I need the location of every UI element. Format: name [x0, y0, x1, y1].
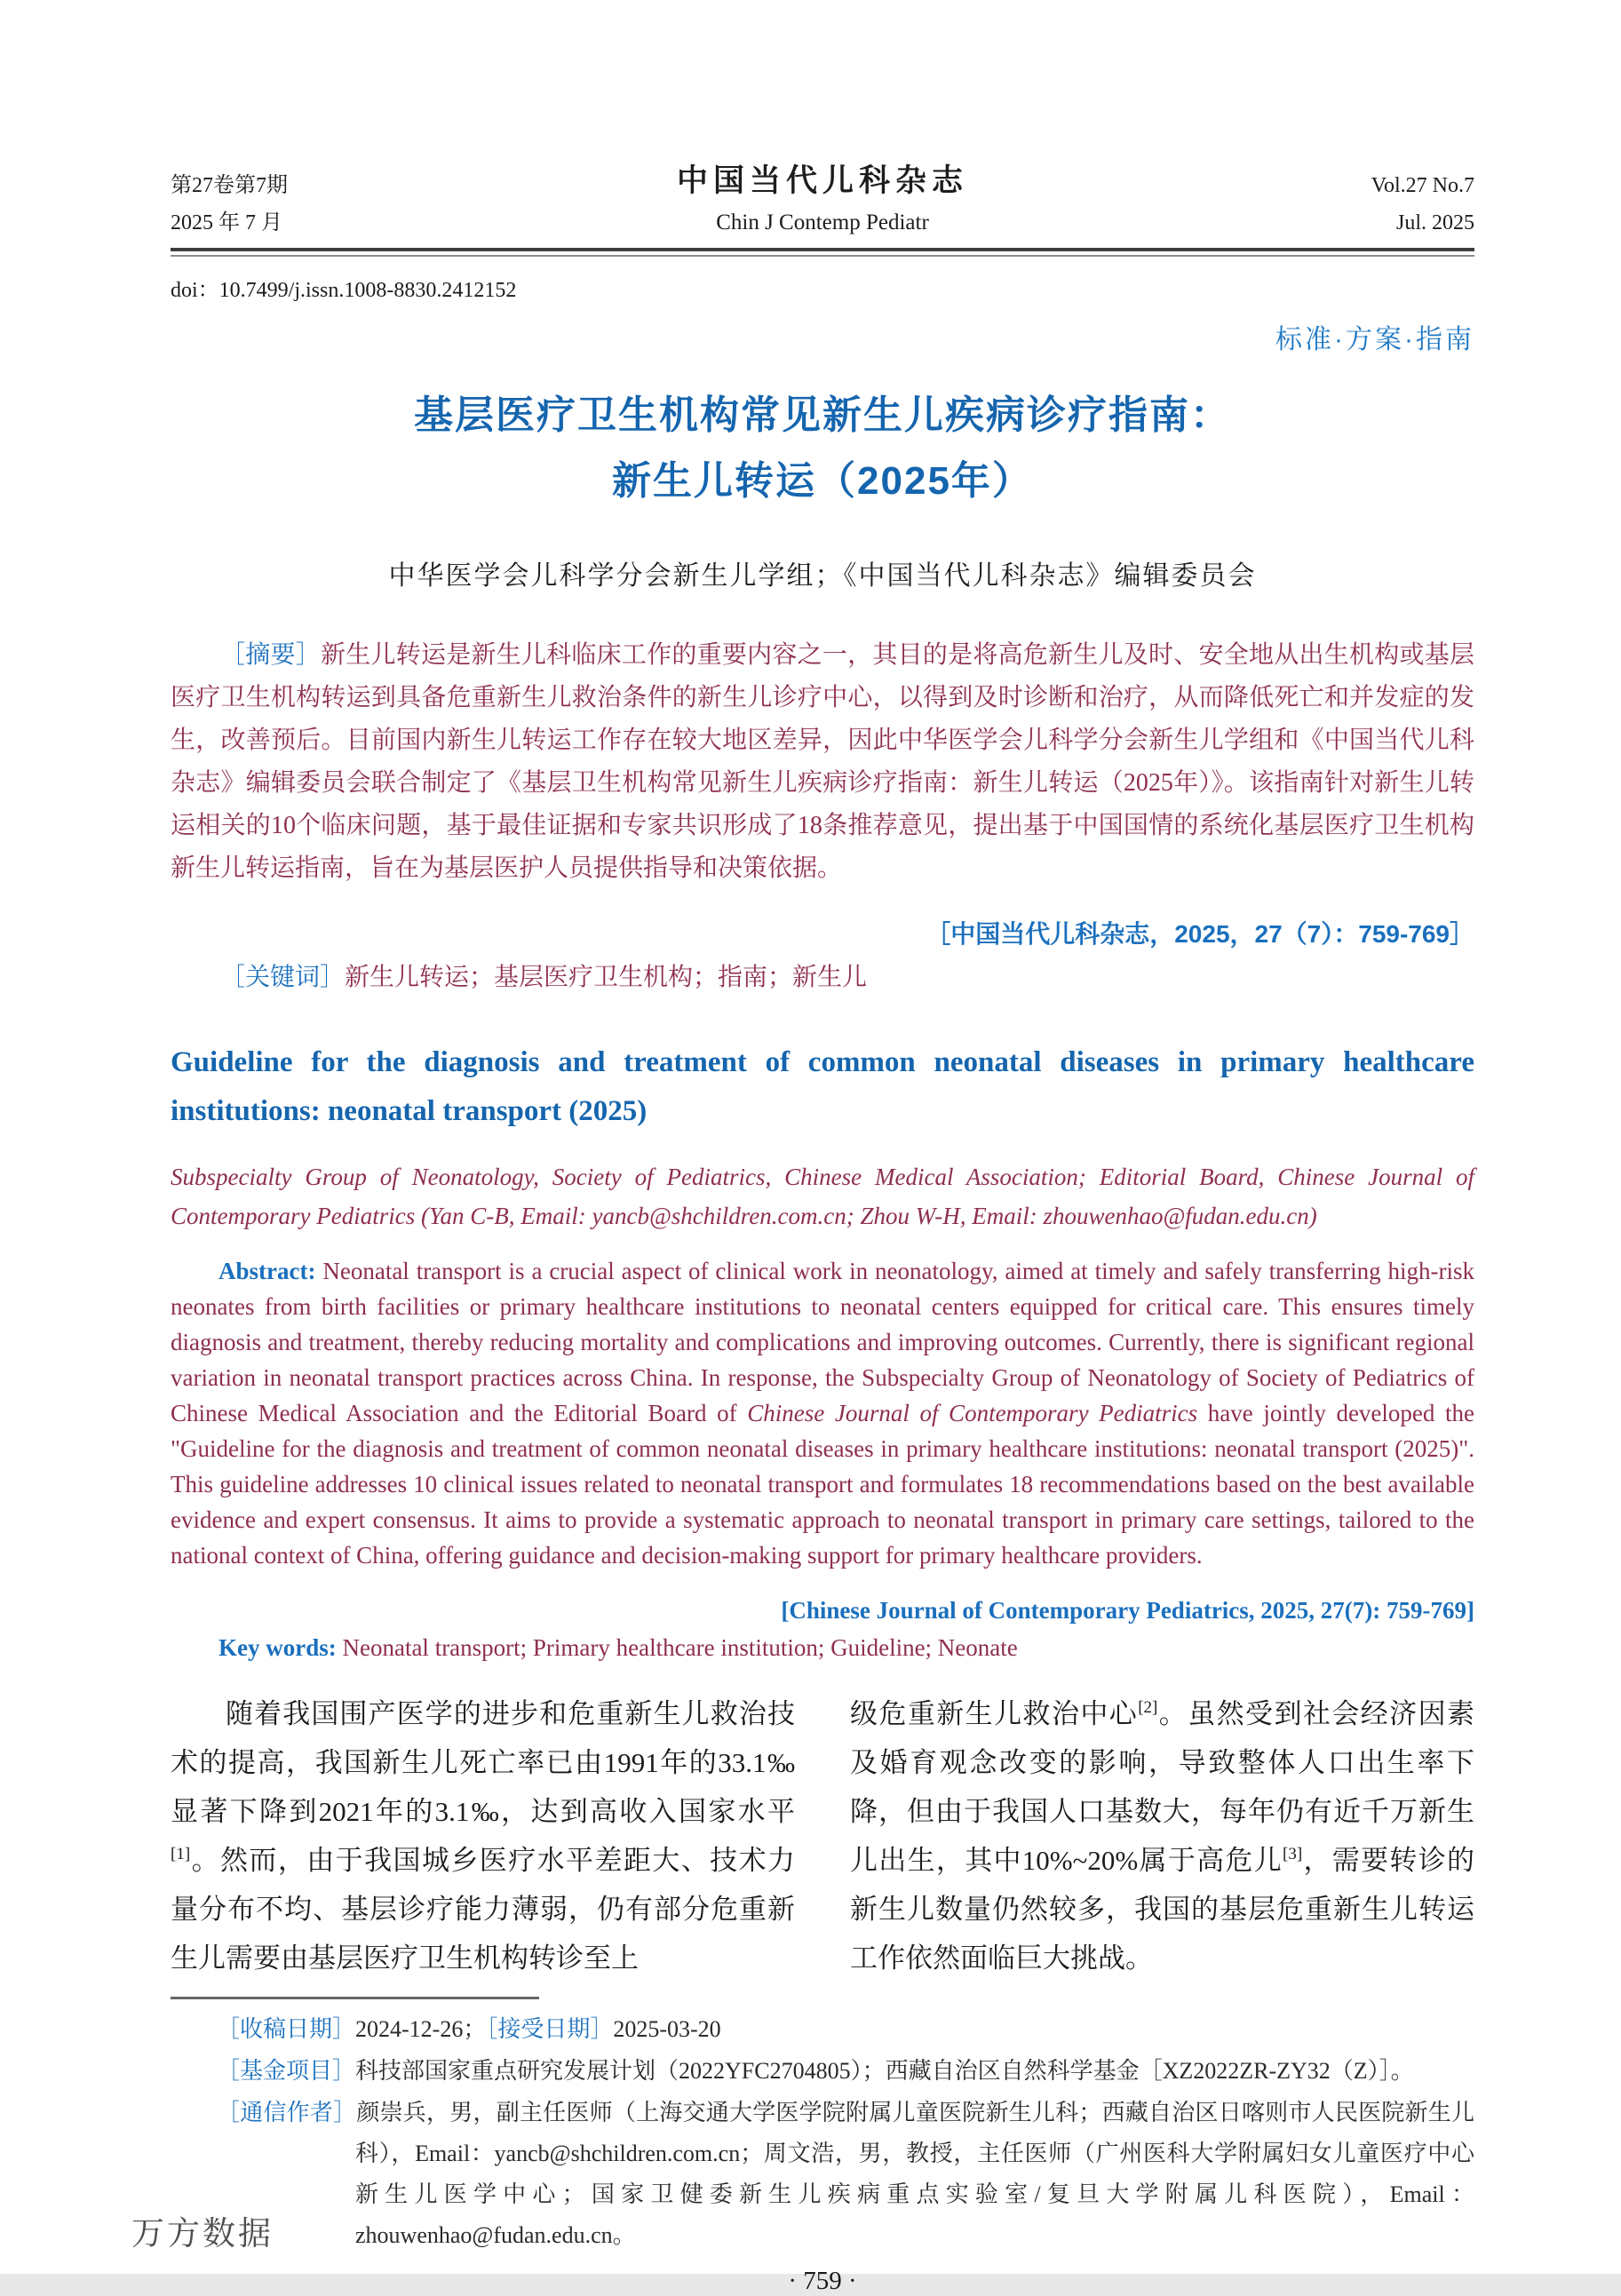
- footnote-funding-text: 科技部国家重点研究发展计划（2022YFC2704805）；西藏自治区自然科学基金［XZ2022ZR-ZY32（Z）］。: [355, 2058, 1414, 2085]
- journal-title-en: Chin J Contemp Pediatr: [716, 210, 929, 234]
- abstract-cn-text: 新生儿转运是新生儿科临床工作的重要内容之一，其目的是将高危新生儿及时、安全地从出生机构或基层医疗卫生机构转运到具备危重新生儿救治条件的新生儿诊疗中心，以得到及时诊断和治疗，从而降低死亡和并发症的发生，改善预后。目前国内新生儿转运工作存在较大地区差异，因此中华医学会儿科学分会新生儿学组和《中国当代儿科杂志》编辑委员会联合制定了《基层卫生机构常见新生儿疾病诊疗指南：新生儿转运（2025年）》。该指南针对新生儿转运相关的10个临床问题，基于最佳证据和专家共识形成了18条推荐意见，提出基于中国国情的系统化基层医疗卫生机构新生儿转运指南，旨在为基层医护人员提供指导和决策依据。: [171, 641, 1474, 883]
- citation-cn: ［中国当代儿科杂志，2025，27（7）：759-769］: [926, 920, 1474, 949]
- footnote-accepted-value: 2025-03-20: [613, 2016, 721, 2043]
- footnote-funding: [171, 2050, 1474, 2092]
- abstract-cn: [171, 633, 1474, 890]
- article-title-en: Guideline for the diagnosis and treatment of common neonatal diseases in primary healthcare institutions: neonatal transport (2025): [171, 1046, 1474, 1128]
- footnote-corresponding: [171, 2092, 1474, 2256]
- footnote-funding-label: ［基金项目］: [217, 2057, 356, 2085]
- keywords-en-label: Key words:: [219, 1634, 337, 1662]
- header-double-rule: [171, 248, 1474, 257]
- section-label: 标准·方案·指南: [1275, 325, 1474, 355]
- abstract-en-journal-italic: Chinese Journal of Contemporary Pediatrics: [747, 1400, 1198, 1427]
- body-right-text-1: 级危重新生儿救治中心: [850, 1698, 1139, 1730]
- body-left-text-1: 随着我国围产医学的进步和危重新生儿救治技术的提高，我国新生儿死亡率已由1991年的33.1‰显著下降到2021年的3.1‰，达到高收入国家水平: [171, 1698, 795, 1828]
- footnote-received-date: [171, 2008, 1474, 2050]
- reference-superscript-3: [3]: [1283, 1845, 1303, 1864]
- footnote-corresponding-label: ［通信作者］: [217, 2099, 357, 2126]
- abstract-en-label: Abstract:: [219, 1258, 316, 1285]
- article-title-cn-line2: 新生儿转运（2025年）: [612, 459, 1033, 504]
- keywords-cn-text: 新生儿转运；基层医疗卫生机构；指南；新生儿: [345, 964, 868, 992]
- body-right-text-2: 。虽然受到社会经济因素及婚育观念改变的影响，导致整体人口出生率下降，但由于我国人口基数大，每年仍有近千万新生儿出生，其中10%~20%属于高危儿: [850, 1698, 1475, 1877]
- abstract-en: [171, 1253, 1474, 1573]
- keywords-cn: [171, 956, 1474, 999]
- body-columns: [171, 1689, 1474, 1982]
- journal-header: [171, 0, 1474, 234]
- watermark: 万方数据: [131, 2215, 274, 2252]
- keywords-cn-label: ［关键词］: [220, 963, 346, 991]
- body-paragraph-left: [171, 1689, 795, 1982]
- body-column-right: [850, 1689, 1474, 1982]
- abstract-en-text-1: Neonatal transport is a crucial aspect of clinical work in neonatology, aimed at timely and safely transferring high-risk neonates from birth facilities or primary healthcare institutions to neonatal centers equipped for critical care. This ensures timely diagnosis and treatment, thereby reducing mortality and complications and improving outcomes. Currently, there is significant regional variation in neonatal transport practices across China. In response, the Subspecialty Group of Neonatology of Society of Pediatrics of Chinese Medical Association and the Editorial Board of: [171, 1258, 1474, 1427]
- reference-superscript-1: [1]: [171, 1845, 191, 1864]
- article-authors-en: Subspecialty Group of Neonatology, Society of Pediatrics, Chinese Medical Association; Editorial Board, Chinese Journal of Contemporary Pediatrics (Yan C-B, Email: yancb@shchildren.com.cn; Zhou W-H, Email: zhouwenhao@fudan.edu.cn): [171, 1164, 1474, 1230]
- reference-superscript-2: [2]: [1138, 1698, 1158, 1718]
- footnote-accepted-label: ［接受日期］: [486, 2015, 614, 2043]
- page-number: · 759 ·: [788, 2267, 857, 2296]
- footnote-received-value: 2024-12-26；: [355, 2016, 487, 2043]
- page-content: [171, 0, 1474, 2296]
- body-paragraph-right: [850, 1689, 1474, 1982]
- keywords-en: [171, 1630, 1474, 1665]
- header-date-cn: 2025 年 7 月: [171, 211, 282, 234]
- body-left-text-2: 。然而，由于我国城乡医疗水平差距大、技术力量分布不均、基层诊疗能力薄弱，仍有部分危重新生儿需要由基层医疗卫生机构转诊至上: [171, 1845, 795, 1974]
- body-column-left: [171, 1689, 795, 1982]
- header-volume-issue-en: Vol.27 No.7: [1371, 174, 1474, 198]
- footnote-corresponding-text: 颜崇兵，男，副主任医师（上海交通大学医学院附属儿童医院新生儿科；西藏自治区日喀则市人民医院新生儿科），Email：yancb@shchildren.com.cn；周文浩，男，教授，主任医师（广州医科大学附属妇女儿童医疗中心新生儿医学中心；国家卫健委新生儿疾病重点实验室/复旦大学附属儿科医院），Email：zhouwenhao@fudan.edu.cn。: [355, 2100, 1474, 2249]
- footnote-rule: [171, 1997, 539, 1999]
- citation-en: [Chinese Journal of Contemporary Pediatrics, 2025, 27(7): 759-769]: [781, 1597, 1474, 1625]
- article-authors-cn: 中华医学会儿科学分会新生儿学组；《中国当代儿科杂志》编辑委员会: [388, 561, 1257, 592]
- header-volume-issue-cn: 第27卷第7期: [171, 174, 288, 198]
- abstract-en-text-2: have jointly developed the "Guideline for the diagnosis and treatment of common neonatal diseases in primary healthcare institutions: neonatal transport (2025)". This guideline addresses 10 clinical issues related to neonatal transport and formulates 18 recommendations based on the best available evidence and expert consensus. It aims to provide a systematic approach to neonatal transport in primary care settings, tailored to the national context of China, offering guidance and decision-making support for primary healthcare providers.: [171, 1400, 1474, 1569]
- footnotes: [171, 2008, 1474, 2256]
- article-title-cn-line1: 基层医疗卫生机构常见新生儿疾病诊疗指南：: [414, 393, 1231, 438]
- doi-line: doi：10.7499/j.issn.1008-8830.2412152: [171, 279, 517, 303]
- journal-title-cn: 中国当代儿科杂志: [676, 163, 968, 198]
- abstract-cn-label: ［摘要］: [220, 640, 321, 669]
- header-date-en: Jul. 2025: [1395, 211, 1474, 234]
- body-right-text-3: ，需要转诊的新生儿数量仍然较多，我国的基层危重新生儿转运工作依然面临巨大挑战。: [850, 1845, 1475, 1974]
- keywords-en-text: Neonatal transport; Primary healthcare institution; Guideline; Neonate: [336, 1634, 1018, 1662]
- footnote-received-label: ［收稿日期］: [217, 2015, 356, 2043]
- article-title-cn: [171, 383, 1474, 514]
